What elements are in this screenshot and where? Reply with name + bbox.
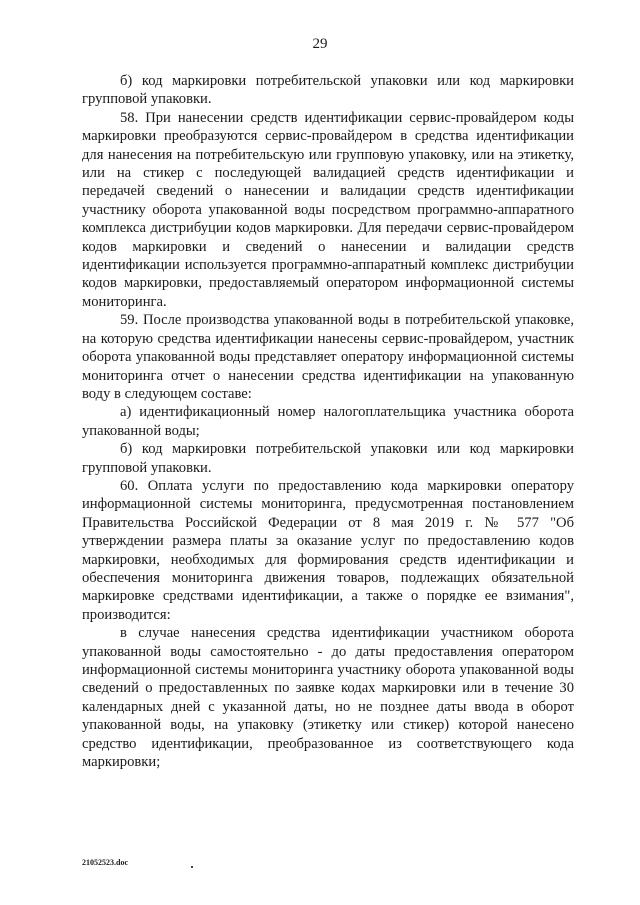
- paragraph-clause-58: 58. При нанесении средств идентификации сервис-провайдером коды маркировки преобразуются сервис-провайдером в средства идентификации для нанесения на потребительскую или групповую упаковку, или на этикетку, или на стикер с последующей валидацией средств идентификации и передачей сведений о нанесении и валидации средств идентификации участнику оборота упакованной воды посредством программно-аппаратного комплекса дистрибуции кодов маркировки. Для передачи сервис-провайдером кодов маркировки и сведений о нанесении и валидации средств идентификации используется программно-аппаратный комплекс дистрибуции кодов маркировки, предоставляемый оператором информационной системы мониторинга.: [82, 109, 574, 310]
- paragraph-clause-60: 60. Оплата услуги по предоставлению кода маркировки оператору информационной системы мониторинга, предусмотренная постановлением Правительства Российской Федерации от 8 мая 2019 г. № 577 "Об утверждении размера платы за оказание услуг по предоставлению кодов маркировки, необходимых для формирования средств идентификации и обеспечения мониторинга движения товаров, подлежащих обязательной маркировке средствами идентификации, а также о порядке ее взимания", производится:: [82, 477, 574, 623]
- paragraph-case-self-applied: в случае нанесения средства идентификации участником оборота упакованной воды самостоятельно - до даты предоставления оператором информационной системы мониторинга участнику оборота упакованной воды сведений о предоставленных по заявке кодах маркировки или в течение 30 календарных дней с указанной даты, но не позднее даты ввода в оборот упакованной воды, на упаковку (этикетку или стикер) которой нанесено средство идентификации, преобразованное из соответствующего кода маркировки;: [82, 625, 574, 771]
- page-number: 29: [312, 36, 328, 52]
- paragraph-item-a: а) идентификационный номер налогоплательщика участника оборота упакованной воды;: [82, 404, 574, 439]
- paragraph-item-b-1: б) код маркировки потребительской упаковки или код маркировки групповой упаковки.: [82, 73, 574, 108]
- paragraph-item-b-2: б) код маркировки потребительской упаковки или код маркировки групповой упаковки.: [82, 441, 574, 476]
- footer-mark: [191, 866, 193, 868]
- document-body: [82, 72, 574, 771]
- footer-filename: 21052523.doc: [82, 858, 128, 867]
- paragraph-clause-59: 59. После производства упакованной воды в потребительской упаковке, на которую средства идентификации нанесены сервис-провайдером, участник оборота упакованной воды представляет оператору информационной системы мониторинга отчет о нанесении средства идентификации на упакованную воду в следующем составе:: [82, 312, 574, 402]
